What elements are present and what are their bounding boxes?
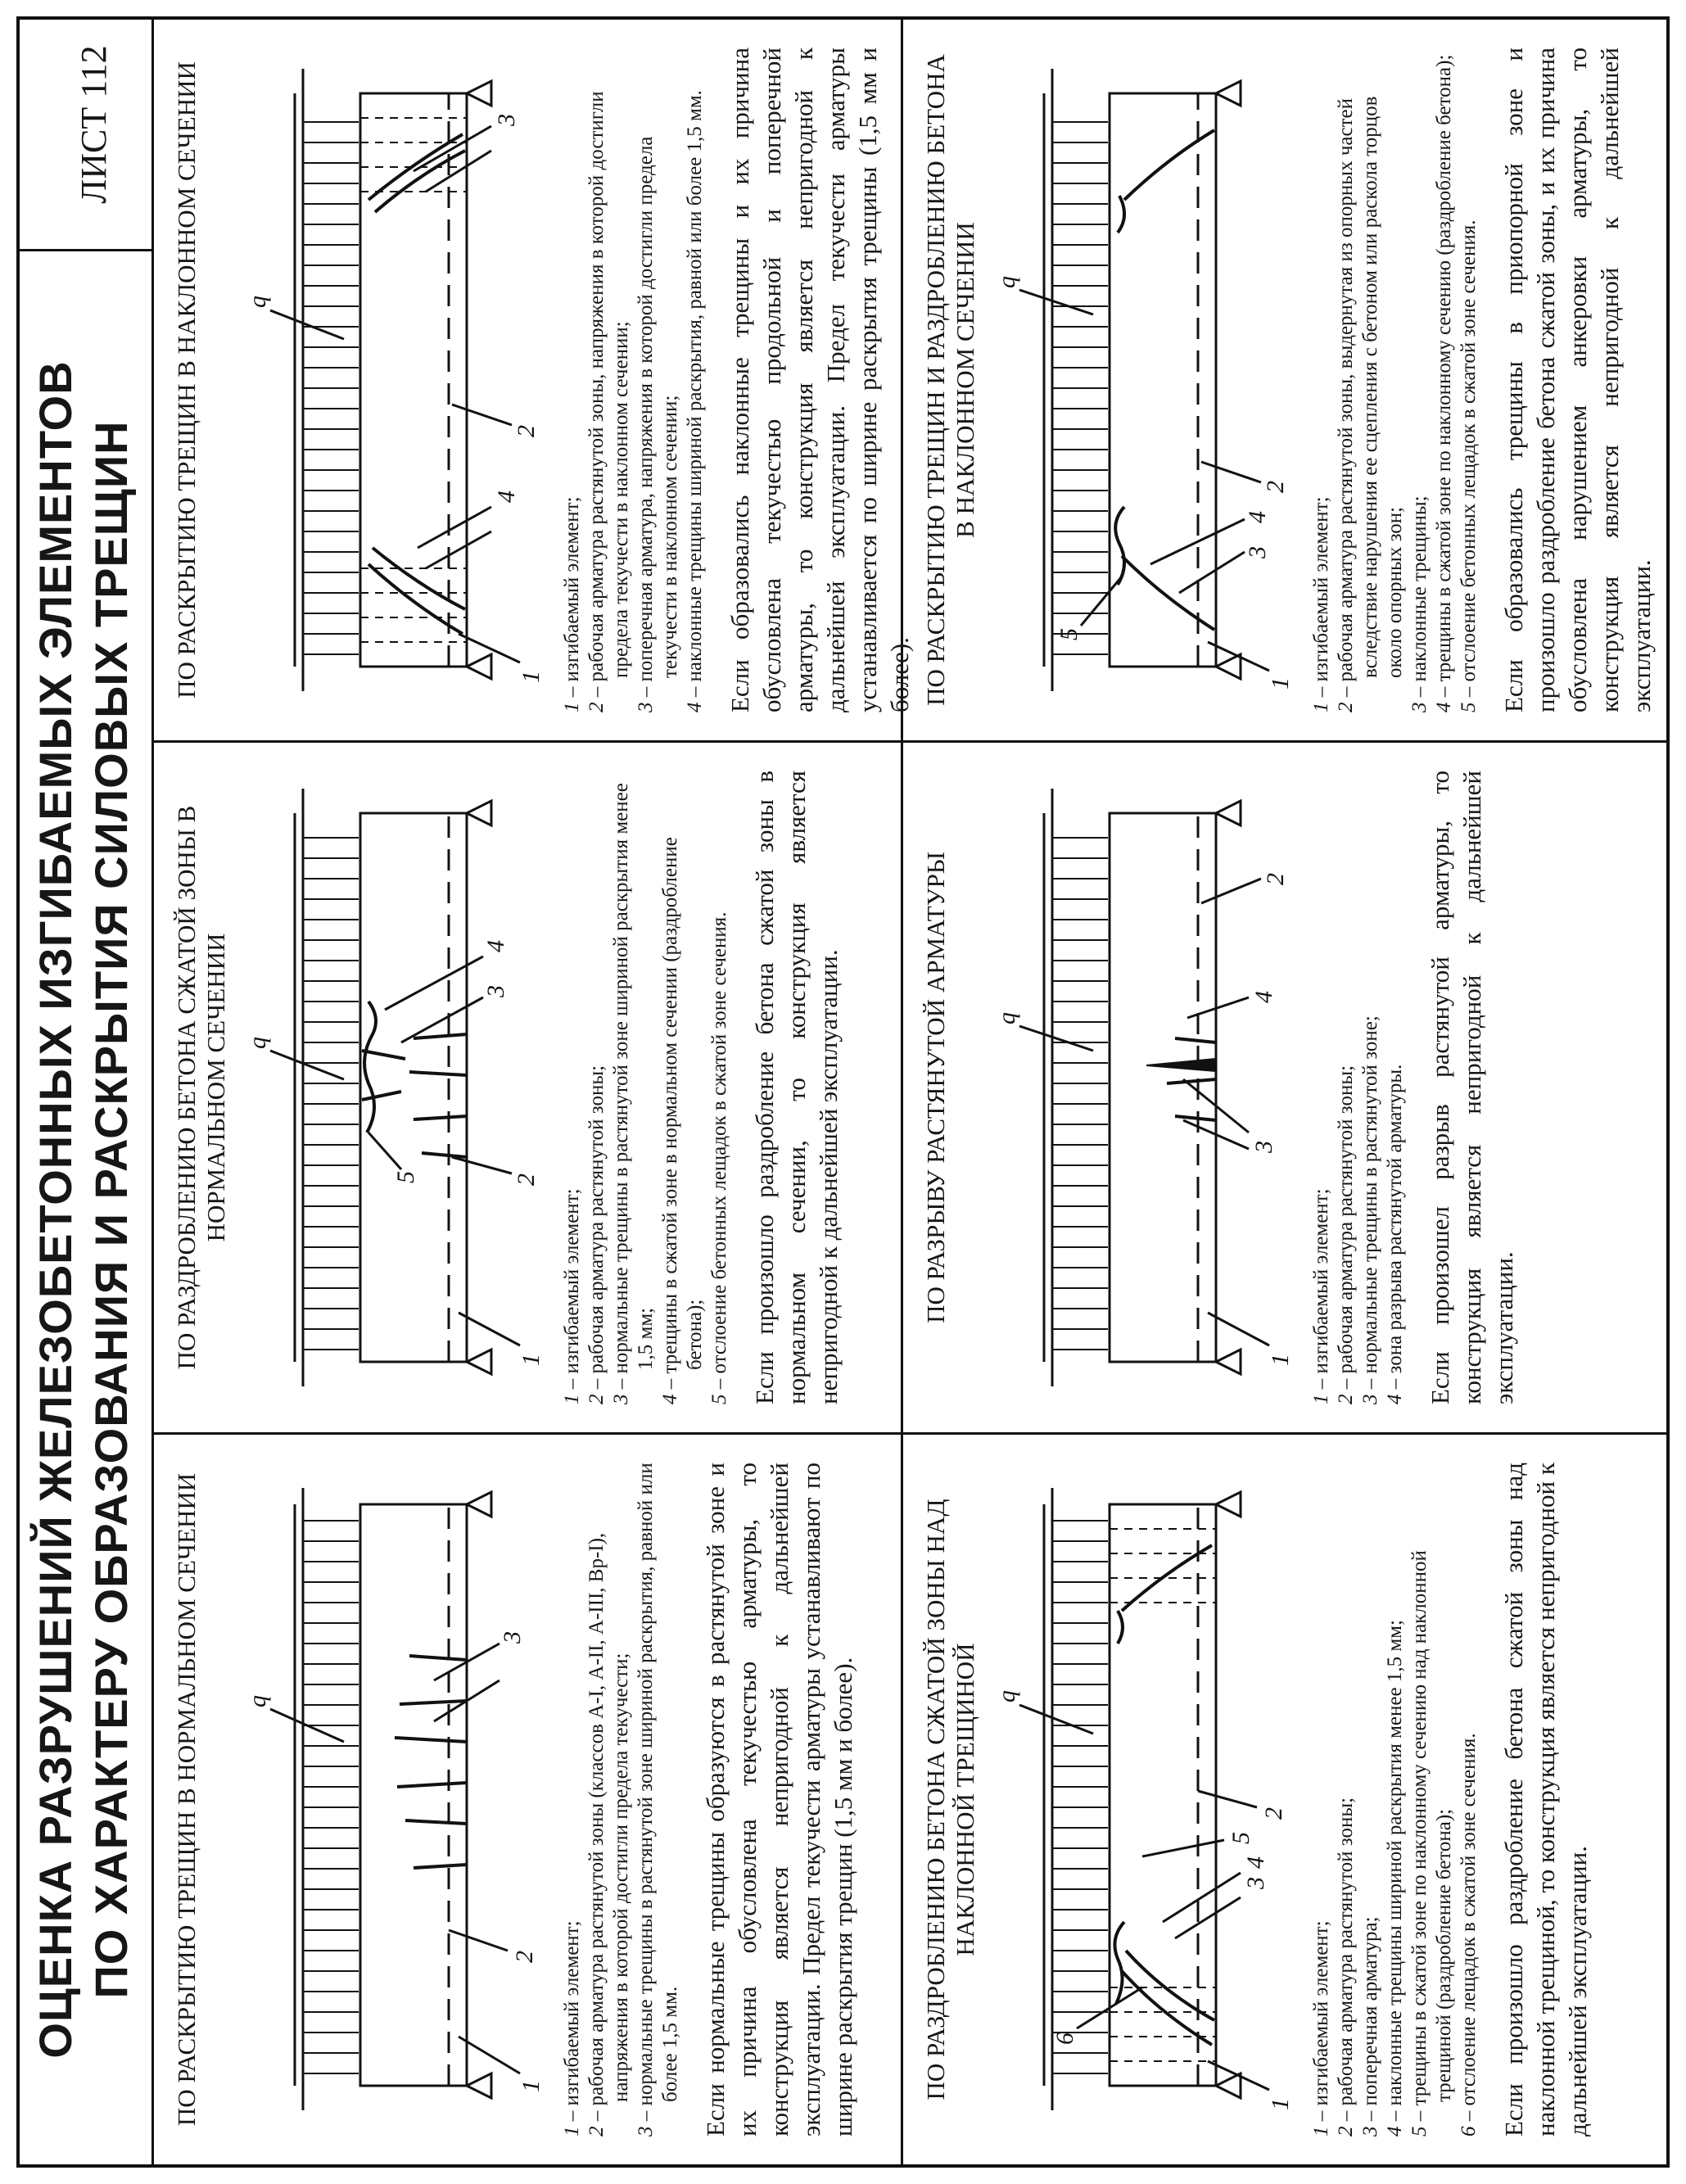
beam-diagram: [237, 772, 549, 1403]
label-q: q: [993, 1012, 1020, 1024]
page-title-line-2: ПО ХАРАКТЕРУ ОБРАЗОВАНИЯ И РАСКРЫТИЯ СИЛОВЫХ ТРЕЩИН: [85, 420, 137, 1999]
legend-item: 4 – наклонные трещины шириной раскрытия, равной или более 1,5 мм.: [684, 90, 706, 712]
legend-item: 2 – рабочая арматура растянутой зоны (классов А-I, А-II, А-III, Вр-I), напряжения в которой достигли предела текучести;: [585, 1532, 632, 2137]
label-6: 6: [1051, 2033, 1078, 2046]
label-q: q: [244, 1695, 271, 1708]
label-q: q: [993, 276, 1020, 288]
cell-inclined-cracks: [154, 20, 914, 740]
cell-title: ПО РАСКРЫТИЮ ТРЕЩИН В НОРМАЛЬНОМ СЕЧЕНИИ: [172, 1472, 201, 2127]
page-title-line-1: ОЦЕНКА РАЗРУШЕНИЙ ЖЕЛЕЗОБЕТОННЫХ ИЗГИБАЕМЫХ ЭЛЕМЕНТОВ: [29, 360, 81, 2059]
legend-item: 1 – изгибаемый элемент;: [561, 496, 583, 712]
label-4: 4: [1242, 1856, 1269, 1870]
legend-item: 1 – изгибаемый элемент;: [1310, 1920, 1332, 2137]
label-3: 3: [499, 1631, 526, 1644]
label-3: 3: [1242, 1877, 1269, 1890]
label-q: q: [244, 1037, 271, 1049]
legend-item: 1 – изгибаемый элемент;: [1310, 496, 1332, 712]
sheet-number: ЛИСТ 112: [74, 45, 114, 204]
legend-item: 5 – трещины в сжатой зоне по наклонному сечению над наклонной трещиной (раздробление бетона);: [1408, 1550, 1455, 2137]
legend-item: 4 – зона разрыва растянутой арматуры.: [1384, 1064, 1406, 1404]
label-5: 5: [1055, 628, 1083, 640]
legend-item: 4 – трещины в сжатой зоне по наклонному сечению (раздробление бетона);: [1433, 54, 1455, 712]
cell-title: ПО РАСКРЫТИЮ ТРЕЩИН И РАЗДРОБЛЕНИЮ БЕТОНА В НАКЛОННОМ СЕЧЕНИИ: [921, 54, 979, 706]
beam-diagram: [237, 52, 549, 708]
label-1: 1: [518, 1354, 545, 1366]
cell-title: ПО РАЗДРОБЛЕНИЮ БЕТОНА СЖАТОЙ ЗОНЫ В НОРМАЛЬНОМ СЕЧЕНИИ: [172, 805, 230, 1370]
label-3: 3: [1244, 546, 1271, 558]
legend-item: 1 – изгибаемый элемент;: [561, 1920, 583, 2137]
legend-item: 3 – поперечная арматура, напряжения в которой достигли предела текучести в наклонном сечении;: [635, 136, 681, 712]
label-4: 4: [493, 491, 520, 503]
label-5: 5: [392, 1171, 419, 1183]
label-4: 4: [482, 940, 509, 952]
load-arrows: [303, 1522, 359, 2074]
label-4: 4: [1244, 511, 1271, 523]
label-3: 3: [1250, 1141, 1277, 1153]
conclusion-text: Если образовались трещины в приопорной зоне и произошло раздробление бетона сжатой зоны, и их причина обусловлена нарушением анкеровки арматуры, то конструкция является непригодной к дальнейшей эксплуатации.: [1499, 47, 1656, 712]
label-2: 2: [1260, 1807, 1287, 1820]
frame-left: [16, 2164, 1670, 2168]
beam-diagram: [987, 1464, 1298, 2136]
legend-item: 2 – рабочая арматура растянутой зоны;: [585, 1065, 608, 1404]
frame-bottom: [1666, 16, 1670, 2168]
cell-rebar-rupture: [903, 743, 1666, 1432]
legend: [560, 1463, 683, 2137]
label-1: 1: [518, 2080, 545, 2093]
legend: [1309, 1463, 1481, 2137]
legend-item: 3 – поперечная арматура;: [1359, 1916, 1381, 2137]
cell-crushing-normal: [154, 743, 901, 1432]
label-1: 1: [1267, 677, 1294, 690]
beam-diagram: [987, 772, 1298, 1403]
label-q: q: [244, 296, 271, 308]
label-2: 2: [1262, 873, 1289, 885]
legend: [1309, 771, 1408, 1404]
label-3: 3: [482, 985, 509, 997]
label-4: 4: [1250, 991, 1277, 1003]
conclusion-text: Если произошел разрыв растянутой арматуры, то конструкция является непригодной к дальнейшей эксплуатации.: [1426, 771, 1518, 1404]
legend: [560, 47, 707, 712]
label-2: 2: [513, 1173, 540, 1186]
legend-item: 4 – трещины в сжатой зоне в нормальном сечении (раздробление бетона);: [659, 837, 706, 1404]
label-2: 2: [1262, 481, 1289, 493]
label-3: 3: [493, 114, 520, 126]
label-q: q: [993, 1690, 1020, 1703]
sheet-number-divider: [16, 249, 154, 251]
page-title: [28, 268, 142, 2151]
legend-item: 2 – рабочая арматура растянутой зоны;: [1335, 1797, 1357, 2137]
label-1: 1: [1267, 1354, 1294, 1366]
legend-item: 2 – рабочая арматура растянутой зоны, выдернутая из опорных частей вследствие нарушения ее сцепления с бетоном или раскола торцов около опорных зон;: [1335, 96, 1406, 712]
cracks: [395, 1657, 467, 1869]
conclusion-text: Если произошло раздробление бетона сжатой зоны над наклонной трещиной, то конструкция является непригодной к дальнейшей эксплуатации.: [1499, 1463, 1592, 2137]
conclusion-text: Если образовались наклонные трещины и их причина обусловлена текучестью продольной и поперечной арматуры, то конструкция является непригодной к дальнейшей эксплуатации. Предел текучести арматуры устанавливается по ширине раскрытия трещины (1,5 мм и более).: [725, 47, 914, 712]
cell-crushing-above-inclined: [903, 1435, 1666, 2164]
legend: [1309, 47, 1481, 712]
beam-diagram: [987, 52, 1298, 708]
legend-item: 4 – наклонные трещины шириной раскрытия менее 1,5 мм;: [1384, 1620, 1406, 2137]
label-1: 1: [1267, 2098, 1294, 2111]
cell-title: ПО РАЗДРОБЛЕНИЮ БЕТОНА СЖАТОЙ ЗОНЫ НАД НАКЛОННОЙ ТРЕЩИНОЙ: [921, 1499, 979, 2100]
legend-item: 3 – наклонные трещины;: [1408, 495, 1431, 712]
legend-item: 1 – изгибаемый элемент;: [561, 1188, 583, 1404]
legend-item: 5 – отслоение бетонных лещадок в сжатой зоне сечения.: [708, 911, 730, 1404]
legend-item: 3 – нормальные трещины в растянутой зоне;: [1359, 1015, 1381, 1404]
cell-title: ПО РАЗРЫВУ РАСТЯНУТОЙ АРМАТУРЫ: [921, 852, 950, 1323]
cell-title: ПО РАСКРЫТИЮ ТРЕЩИН В НАКЛОННОМ СЕЧЕНИИ: [172, 61, 201, 699]
cell-normal-cracks: [154, 1435, 901, 2164]
label-2: 2: [513, 425, 540, 437]
legend-item: 3 – нормальные трещины в растянутой зоне шириной раскрытия, равной или более 1,5 мм.: [635, 1463, 681, 2137]
legend-item: 2 – рабочая арматура растянутой зоны, напряжения в которой достигли предела текучести в наклонном сечении;: [585, 91, 632, 712]
legend-item: 1 – изгибаемый элемент;: [1310, 1188, 1332, 1404]
label-2: 2: [511, 1951, 538, 1964]
beam-diagram: [237, 1464, 549, 2136]
cell-anchorage-failure: [903, 20, 1666, 740]
legend-item: 2 – рабочая арматура растянутой зоны;: [1335, 1065, 1357, 1404]
legend-item: 6 – отслоение лещадок в сжатой зоне сечения.: [1458, 1733, 1480, 2137]
label-1: 1: [518, 671, 545, 683]
label-5: 5: [1227, 1832, 1254, 1845]
conclusion-text: Если нормальные трещины образуются в растянутой зоне и их причина обусловлена текучестью арматуры, то конструкция является непригодной к дальнейшей эксплуатации. Предел текучести арматуры устанавливают по ширине раскрытия трещин (1,5 мм и более).: [701, 1463, 857, 2137]
frame-top: [16, 16, 20, 2168]
legend: [560, 771, 732, 1404]
conclusion-text: Если произошло раздробление бетона сжатой зоны в нормальном сечении, то конструкция является непригодной к дальнейшей эксплуатации.: [750, 771, 843, 1404]
legend-item: 5 – отслоение бетонных лещадок в сжатой зоне сечения.: [1458, 219, 1480, 712]
legend-item: 3 – нормальные трещины в растянутой зоне шириной раскрытия менее 1,5 мм;: [610, 783, 657, 1404]
